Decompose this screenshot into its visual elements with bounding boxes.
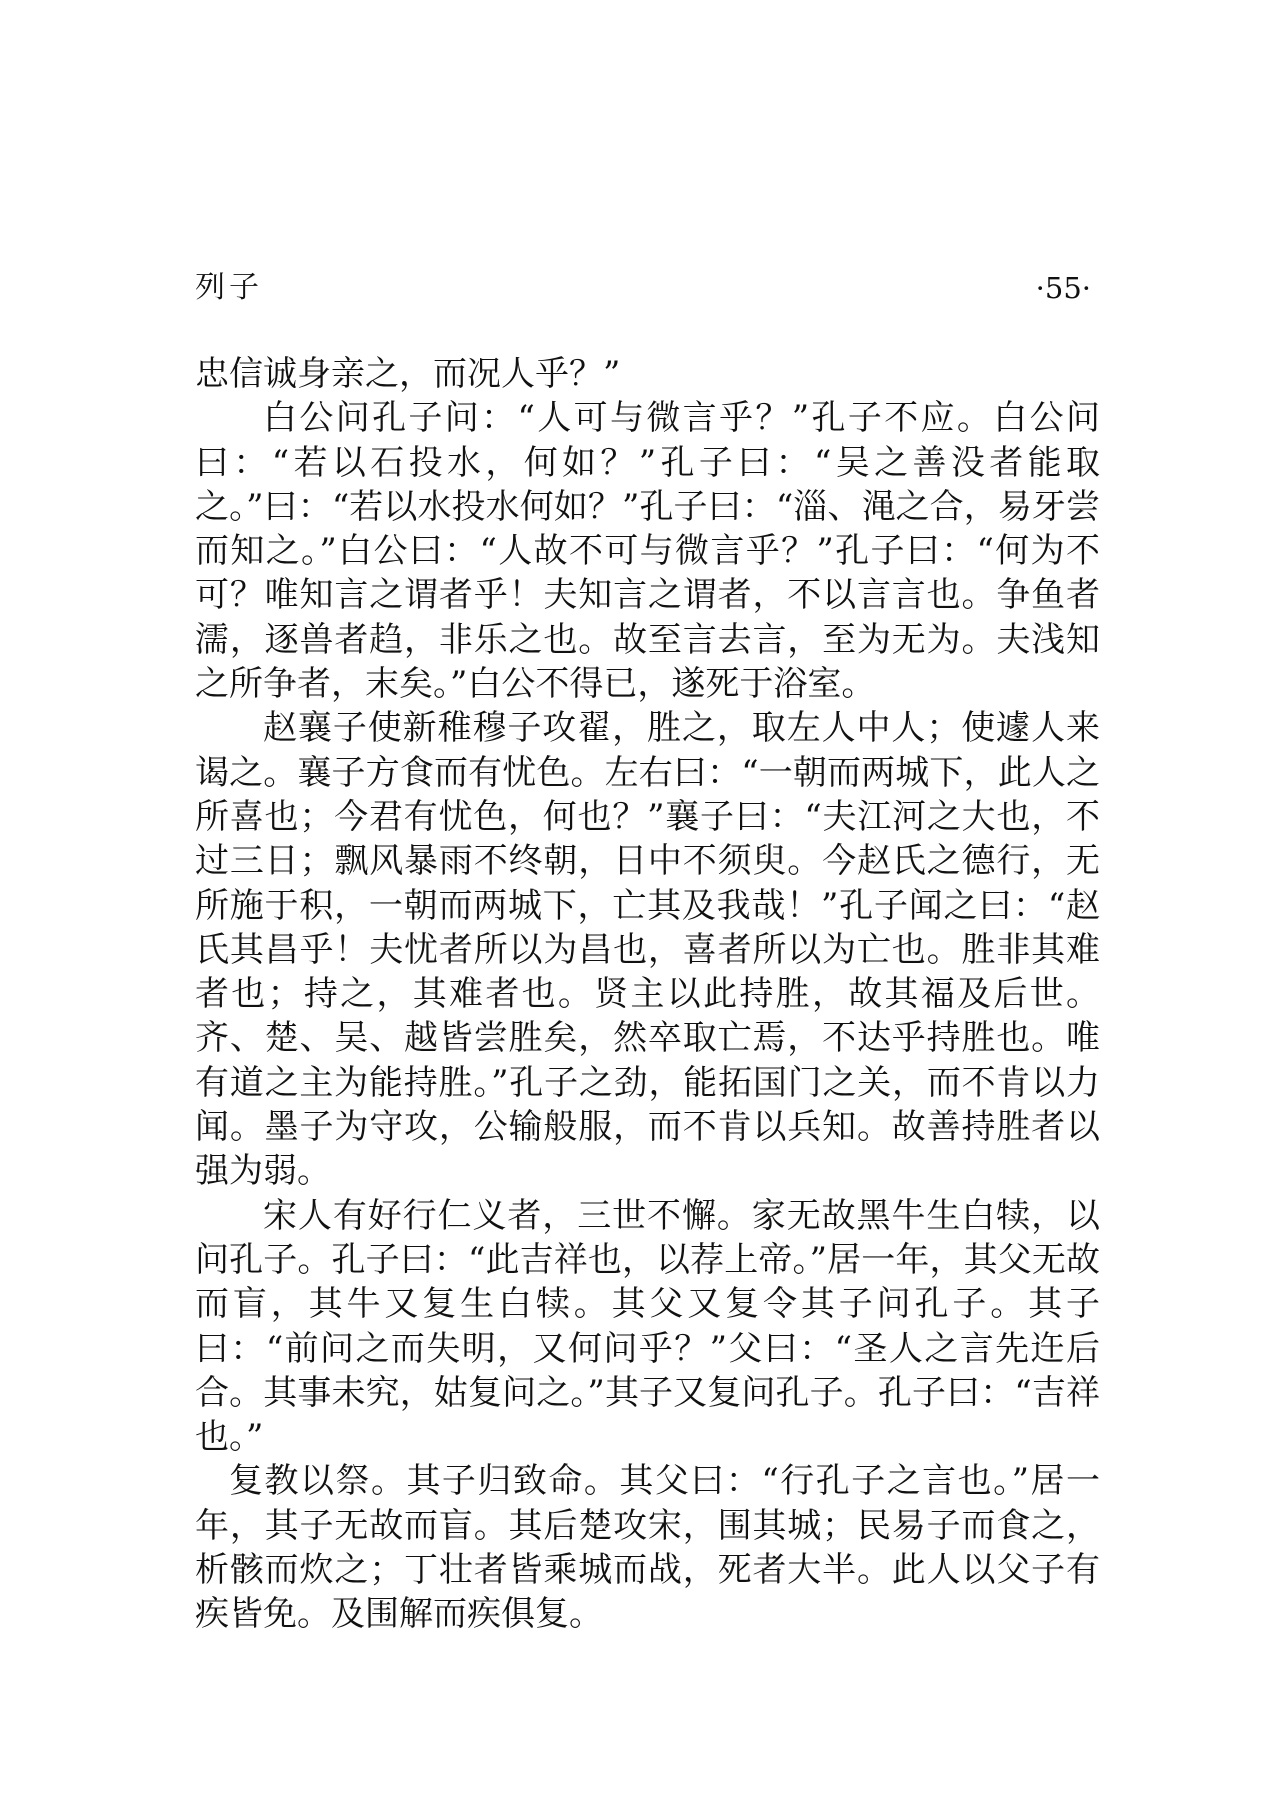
paragraph-continuation: 忠信诚身亲之，而况人乎？” <box>195 354 621 394</box>
paragraph-zhao-xiangzi: 赵襄子使新稚穆子攻翟，胜之，取左人中人；使遽人来谒之。襄子方食而有忧色。左右曰：“一朝而两城下，此人之所喜也；今君有忧色，何也？”襄子曰：“夫江河之大也，不过三日；飘风暴雨不终朝，日中不须臾。今赵氏之德行，无所施于积，一朝而两城下，亡其及我哉！”孔子闻之曰：“赵氏其昌乎！夫忧者所以为昌也，喜者所以为亡也。胜非其难者也；持之，其难者也。贤主以此持胜，故其福及后世。齐、楚、吴、越皆尝胜矣，然卒取亡焉，不达乎持胜也。唯有道之主为能持胜。”孔子之劲，能拓国门之关，而不肯以力闻。墨子为守攻，公输般服，而不肯以兵知。故善持胜者以强为弱。 <box>195 708 1100 1192</box>
paragraph-baigong: 白公问孔子问：“人可与微言乎？”孔子不应。白公问曰：“若以石投水，何如？”孔子曰：“吴之善没者能取之。”曰：“若以水投水何如？”孔子曰：“淄、渑之合，易牙尝而知之。”白公曰：“人故不可与微言乎？”孔子曰：“何为不可？唯知言之谓者乎！夫知言之谓者，不以言言也。争鱼者濡，逐兽者趋，非乐之也。故至言去言，至为无为。夫浅知之所争者，末矣。”白公不得已，遂死于浴室。 <box>195 398 1100 705</box>
body-text <box>195 352 1100 1637</box>
paragraph-song-ren: 宋人有好行仁义者，三世不懈。家无故黑牛生白犊，以问孔子。孔子曰：“此吉祥也，以荐上帝。”居一年，其父无故而盲，其牛又复生白犊。其父又复令其子问孔子。其子曰：“前问之而失明，又何问乎？”父曰：“圣人之言先迕后合。其事未究，姑复问之。”其子又复问孔子。孔子曰：“吉祥也。” <box>195 1195 1100 1458</box>
page-number: ·55· <box>1035 271 1091 305</box>
running-title: 列子 <box>195 270 263 305</box>
paragraph-song-ren-continued: 复教以祭。其子归致命。其父曰：“行孔子之言也。”居一年，其子无故而盲。其后楚攻宋，围其城；民易子而食之，析骸而炊之；丁壮者皆乘城而战，死者大半。此人以父子有疾皆免。及围解而疾俱复。 <box>195 1461 1100 1635</box>
